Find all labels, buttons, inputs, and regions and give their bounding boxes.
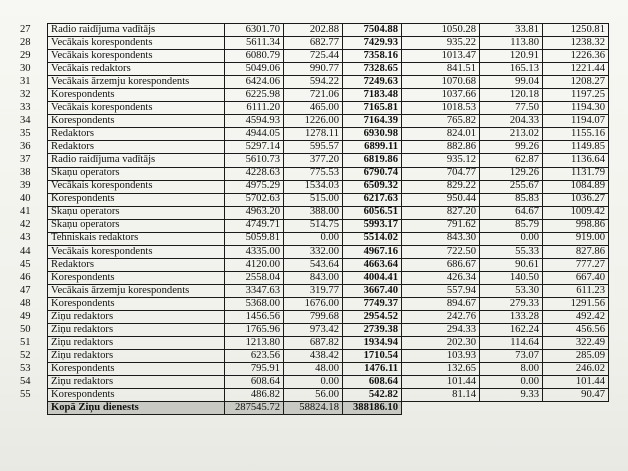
value-cell-v2: 594.22: [284, 76, 343, 89]
row-number: 30: [20, 62, 31, 74]
position-cell: Vecākais redaktors: [48, 63, 225, 76]
position-cell: Redaktors: [48, 258, 225, 271]
position-cell: Skaņu operators: [48, 219, 225, 232]
value-cell-v1: 4335.00: [225, 245, 284, 258]
value-cell-v6: 1238.32: [543, 37, 609, 50]
row-number: 31: [20, 75, 31, 87]
total-empty-cell: [480, 402, 543, 415]
total-value-v1: 287545.72: [225, 402, 284, 415]
table-row: [18, 141, 609, 154]
value-cell-v5: 33.81: [480, 24, 543, 37]
value-cell-v3: 1476.11: [343, 363, 402, 376]
value-cell-v4: 81.14: [402, 389, 480, 402]
table-row: [18, 128, 609, 141]
value-cell-v2: 1534.03: [284, 180, 343, 193]
value-cell-v4: 557.94: [402, 284, 480, 297]
value-cell-v6: 1194.07: [543, 115, 609, 128]
value-cell-v2: 775.53: [284, 167, 343, 180]
position-cell: Vecākais ārzemju korespondents: [48, 76, 225, 89]
table-row: [18, 24, 609, 37]
value-cell-v1: 3347.63: [225, 284, 284, 297]
value-cell-v3: 5993.17: [343, 219, 402, 232]
total-row-number: [18, 402, 48, 415]
value-cell-v3: 7504.88: [343, 24, 402, 37]
table-row: [18, 363, 609, 376]
value-cell-v5: 0.00: [480, 232, 543, 245]
value-cell-v2: 438.42: [284, 350, 343, 363]
value-cell-v6: 827.86: [543, 245, 609, 258]
position-cell: Korespondents: [48, 363, 225, 376]
value-cell-v5: 77.50: [480, 102, 543, 115]
value-cell-v4: 935.22: [402, 37, 480, 50]
position-cell: Korespondents: [48, 89, 225, 102]
value-cell-v4: 202.30: [402, 337, 480, 350]
value-cell-v2: 465.00: [284, 102, 343, 115]
row-number: 47: [20, 284, 31, 296]
value-cell-v5: 90.61: [480, 258, 543, 271]
value-cell-v6: 1226.36: [543, 50, 609, 63]
table-row: [18, 271, 609, 284]
value-cell-v1: 4975.29: [225, 180, 284, 193]
row-number: 44: [20, 245, 31, 257]
table-row: [18, 102, 609, 115]
value-cell-v6: 611.23: [543, 284, 609, 297]
value-cell-v4: 426.34: [402, 271, 480, 284]
table-row: [18, 297, 609, 310]
value-cell-v1: 6225.98: [225, 89, 284, 102]
position-cell: Redaktors: [48, 128, 225, 141]
value-cell-v3: 7429.93: [343, 37, 402, 50]
table-row: [18, 376, 609, 389]
position-cell: Ziņu redaktors: [48, 376, 225, 389]
value-cell-v1: 6111.20: [225, 102, 284, 115]
value-cell-v5: 113.80: [480, 37, 543, 50]
value-cell-v6: 1155.16: [543, 128, 609, 141]
value-cell-v5: 85.79: [480, 219, 543, 232]
row-number: 49: [20, 310, 31, 322]
row-number: 39: [20, 180, 31, 192]
value-cell-v2: 543.64: [284, 258, 343, 271]
value-cell-v2: 515.00: [284, 193, 343, 206]
position-cell: Vecākais korespondents: [48, 245, 225, 258]
row-number: 50: [20, 323, 31, 335]
value-cell-v4: 294.33: [402, 324, 480, 337]
row-number: 35: [20, 128, 31, 140]
row-number: 45: [20, 258, 31, 270]
table-row: [18, 89, 609, 102]
value-cell-v6: 919.00: [543, 232, 609, 245]
value-cell-v1: 5297.14: [225, 141, 284, 154]
value-cell-v3: 2954.52: [343, 311, 402, 324]
value-cell-v4: 1050.28: [402, 24, 480, 37]
value-cell-v6: 777.27: [543, 258, 609, 271]
value-cell-v6: 322.49: [543, 337, 609, 350]
value-cell-v4: 882.86: [402, 141, 480, 154]
value-cell-v1: 4594.93: [225, 115, 284, 128]
value-cell-v6: 1208.27: [543, 76, 609, 89]
table-row: [18, 76, 609, 89]
value-cell-v5: 140.50: [480, 271, 543, 284]
value-cell-v4: 894.67: [402, 297, 480, 310]
value-cell-v3: 542.82: [343, 389, 402, 402]
row-number: 38: [20, 167, 31, 179]
table-row: [18, 193, 609, 206]
value-cell-v4: 242.76: [402, 311, 480, 324]
value-cell-v2: 332.00: [284, 245, 343, 258]
value-cell-v2: 514.75: [284, 219, 343, 232]
value-cell-v2: 1278.11: [284, 128, 343, 141]
value-cell-v4: 101.44: [402, 376, 480, 389]
row-number: 37: [20, 154, 31, 166]
row-number: 54: [20, 375, 31, 387]
value-cell-v3: 6217.63: [343, 193, 402, 206]
value-cell-v1: 608.64: [225, 376, 284, 389]
value-cell-v5: 9.33: [480, 389, 543, 402]
position-cell: Vecākais korespondents: [48, 50, 225, 63]
table-row: [18, 311, 609, 324]
value-cell-v4: 824.01: [402, 128, 480, 141]
value-cell-v5: 279.33: [480, 297, 543, 310]
position-cell: Korespondents: [48, 115, 225, 128]
salary-table: [18, 23, 609, 415]
value-cell-v4: 791.62: [402, 219, 480, 232]
table-row: [18, 154, 609, 167]
position-cell: Tehniskais redaktors: [48, 232, 225, 245]
row-number: 42: [20, 219, 31, 231]
table-row: [18, 350, 609, 363]
table-body: [18, 24, 609, 415]
value-cell-v3: 6056.51: [343, 206, 402, 219]
row-number: 34: [20, 115, 31, 127]
row-number: 52: [20, 349, 31, 361]
position-cell: Skaņu operators: [48, 206, 225, 219]
value-cell-v5: 53.30: [480, 284, 543, 297]
value-cell-v2: 0.00: [284, 232, 343, 245]
value-cell-v4: 829.22: [402, 180, 480, 193]
value-cell-v1: 4749.71: [225, 219, 284, 232]
value-cell-v4: 1018.53: [402, 102, 480, 115]
row-number: 29: [20, 49, 31, 61]
row-number: 40: [20, 193, 31, 205]
table-row: [18, 284, 609, 297]
row-number: 32: [20, 88, 31, 100]
position-cell: Ziņu redaktors: [48, 337, 225, 350]
table-row: [18, 337, 609, 350]
value-cell-v5: 213.02: [480, 128, 543, 141]
row-number: 51: [20, 336, 31, 348]
position-cell: Vecākais korespondents: [48, 102, 225, 115]
value-cell-v4: 841.51: [402, 63, 480, 76]
value-cell-v3: 5514.02: [343, 232, 402, 245]
value-cell-v6: 90.47: [543, 389, 609, 402]
row-number: 46: [20, 271, 31, 283]
table-row: [18, 258, 609, 271]
value-cell-v3: 7183.48: [343, 89, 402, 102]
value-cell-v1: 5610.73: [225, 154, 284, 167]
total-value-v3: 388186.10: [343, 402, 402, 415]
total-empty-cell: [402, 402, 480, 415]
position-cell: Redaktors: [48, 141, 225, 154]
value-cell-v4: 132.65: [402, 363, 480, 376]
value-cell-v2: 1676.00: [284, 297, 343, 310]
position-cell: Vecākais ārzemju korespondents: [48, 284, 225, 297]
position-cell: Korespondents: [48, 271, 225, 284]
value-cell-v5: 8.00: [480, 363, 543, 376]
value-cell-v6: 1131.79: [543, 167, 609, 180]
value-cell-v6: 1194.30: [543, 102, 609, 115]
row-number: 27: [20, 23, 31, 35]
value-cell-v3: 6930.98: [343, 128, 402, 141]
position-cell: Radio raidījuma vadītājs: [48, 24, 225, 37]
value-cell-v5: 165.13: [480, 63, 543, 76]
value-cell-v6: 101.44: [543, 376, 609, 389]
table-row: [18, 63, 609, 76]
value-cell-v5: 64.67: [480, 206, 543, 219]
table-row: [18, 180, 609, 193]
value-cell-v1: 486.82: [225, 389, 284, 402]
value-cell-v5: 73.07: [480, 350, 543, 363]
value-cell-v1: 2558.04: [225, 271, 284, 284]
value-cell-v1: 4963.20: [225, 206, 284, 219]
value-cell-v1: 4120.00: [225, 258, 284, 271]
row-number: 53: [20, 362, 31, 374]
position-cell: Ziņu redaktors: [48, 350, 225, 363]
value-cell-v6: 1009.42: [543, 206, 609, 219]
value-cell-v3: 6899.11: [343, 141, 402, 154]
table-row: [18, 232, 609, 245]
value-cell-v2: 799.68: [284, 311, 343, 324]
value-cell-v2: 721.06: [284, 89, 343, 102]
table-row: [18, 37, 609, 50]
row-number: 55: [20, 389, 31, 401]
value-cell-v3: 6790.74: [343, 167, 402, 180]
value-cell-v3: 1934.94: [343, 337, 402, 350]
value-cell-v6: 1221.44: [543, 63, 609, 76]
value-cell-v6: 285.09: [543, 350, 609, 363]
value-cell-v2: 990.77: [284, 63, 343, 76]
value-cell-v3: 6819.86: [343, 154, 402, 167]
value-cell-v4: 722.50: [402, 245, 480, 258]
position-cell: Korespondents: [48, 389, 225, 402]
value-cell-v3: 7249.63: [343, 76, 402, 89]
value-cell-v4: 1013.47: [402, 50, 480, 63]
value-cell-v4: 686.67: [402, 258, 480, 271]
value-cell-v3: 7164.39: [343, 115, 402, 128]
value-cell-v2: 388.00: [284, 206, 343, 219]
position-cell: Radio raidījuma vadītājs: [48, 154, 225, 167]
value-cell-v3: 7165.81: [343, 102, 402, 115]
value-cell-v4: 103.93: [402, 350, 480, 363]
value-cell-v1: 4228.63: [225, 167, 284, 180]
row-number: 28: [20, 36, 31, 48]
value-cell-v1: 6424.06: [225, 76, 284, 89]
value-cell-v4: 765.82: [402, 115, 480, 128]
value-cell-v5: 114.64: [480, 337, 543, 350]
value-cell-v2: 0.00: [284, 376, 343, 389]
value-cell-v5: 255.67: [480, 180, 543, 193]
value-cell-v2: 973.42: [284, 324, 343, 337]
value-cell-v1: 623.56: [225, 350, 284, 363]
value-cell-v2: 56.00: [284, 389, 343, 402]
value-cell-v5: 85.83: [480, 193, 543, 206]
value-cell-v1: 795.91: [225, 363, 284, 376]
value-cell-v3: 608.64: [343, 376, 402, 389]
value-cell-v1: 1765.96: [225, 324, 284, 337]
value-cell-v3: 4967.16: [343, 245, 402, 258]
value-cell-v4: 1070.68: [402, 76, 480, 89]
value-cell-v2: 725.44: [284, 50, 343, 63]
value-cell-v4: 935.12: [402, 154, 480, 167]
value-cell-v3: 2739.38: [343, 324, 402, 337]
total-row: [18, 402, 609, 415]
value-cell-v6: 1149.85: [543, 141, 609, 154]
value-cell-v2: 319.77: [284, 284, 343, 297]
table-row: [18, 389, 609, 402]
row-number: 41: [20, 206, 31, 218]
value-cell-v5: 129.26: [480, 167, 543, 180]
value-cell-v2: 595.57: [284, 141, 343, 154]
value-cell-v3: 4663.64: [343, 258, 402, 271]
value-cell-v4: 950.44: [402, 193, 480, 206]
table-row: [18, 115, 609, 128]
table-row: [18, 206, 609, 219]
table-row: [18, 167, 609, 180]
position-cell: Ziņu redaktors: [48, 311, 225, 324]
value-cell-v5: 120.91: [480, 50, 543, 63]
value-cell-v3: 6509.32: [343, 180, 402, 193]
value-cell-v3: 3667.40: [343, 284, 402, 297]
total-label: Kopā Ziņu dienests: [48, 402, 225, 415]
value-cell-v1: 4944.05: [225, 128, 284, 141]
position-cell: Vecākais korespondents: [48, 37, 225, 50]
value-cell-v5: 133.28: [480, 311, 543, 324]
position-cell: Vecākais korespondents: [48, 180, 225, 193]
value-cell-v5: 0.00: [480, 376, 543, 389]
value-cell-v1: 6301.70: [225, 24, 284, 37]
row-number: 43: [20, 232, 31, 244]
value-cell-v5: 204.33: [480, 115, 543, 128]
value-cell-v6: 456.56: [543, 324, 609, 337]
value-cell-v3: 7358.16: [343, 50, 402, 63]
value-cell-v6: 246.02: [543, 363, 609, 376]
value-cell-v6: 1250.81: [543, 24, 609, 37]
row-number: 33: [20, 102, 31, 113]
value-cell-v4: 843.30: [402, 232, 480, 245]
total-empty-cell: [543, 402, 609, 415]
value-cell-v6: 667.40: [543, 271, 609, 284]
value-cell-v2: 682.77: [284, 37, 343, 50]
value-cell-v1: 1456.56: [225, 311, 284, 324]
value-cell-v5: 99.26: [480, 141, 543, 154]
value-cell-v6: 1136.64: [543, 154, 609, 167]
value-cell-v5: 162.24: [480, 324, 543, 337]
position-cell: Korespondents: [48, 193, 225, 206]
value-cell-v2: 1226.00: [284, 115, 343, 128]
value-cell-v5: 55.33: [480, 245, 543, 258]
value-cell-v4: 827.20: [402, 206, 480, 219]
value-cell-v1: 1213.80: [225, 337, 284, 350]
value-cell-v2: 377.20: [284, 154, 343, 167]
value-cell-v3: 1710.54: [343, 350, 402, 363]
value-cell-v1: 5611.34: [225, 37, 284, 50]
value-cell-v1: 5702.63: [225, 193, 284, 206]
row-number: 48: [20, 297, 31, 309]
value-cell-v3: 4004.41: [343, 271, 402, 284]
position-cell: Skaņu operators: [48, 167, 225, 180]
value-cell-v2: 843.00: [284, 271, 343, 284]
value-cell-v2: 202.88: [284, 24, 343, 37]
value-cell-v6: 1291.56: [543, 297, 609, 310]
value-cell-v2: 687.82: [284, 337, 343, 350]
value-cell-v5: 99.04: [480, 76, 543, 89]
value-cell-v2: 48.00: [284, 363, 343, 376]
value-cell-v4: 1037.66: [402, 89, 480, 102]
value-cell-v6: 492.42: [543, 311, 609, 324]
value-cell-v6: 1084.89: [543, 180, 609, 193]
position-cell: Korespondents: [48, 297, 225, 310]
value-cell-v3: 7749.37: [343, 297, 402, 310]
value-cell-v1: 5059.81: [225, 232, 284, 245]
value-cell-v3: 7328.65: [343, 63, 402, 76]
value-cell-v6: 1197.25: [543, 89, 609, 102]
table-row: [18, 219, 609, 232]
value-cell-v1: 6080.79: [225, 50, 284, 63]
total-value-v2: 58824.18: [284, 402, 343, 415]
row-number: 36: [20, 141, 31, 153]
value-cell-v1: 5049.06: [225, 63, 284, 76]
table-row: [18, 245, 609, 258]
position-cell: Ziņu redaktors: [48, 324, 225, 337]
value-cell-v1: 5368.00: [225, 297, 284, 310]
value-cell-v5: 62.87: [480, 154, 543, 167]
table-row: [18, 324, 609, 337]
value-cell-v6: 1036.27: [543, 193, 609, 206]
value-cell-v5: 120.18: [480, 89, 543, 102]
value-cell-v4: 704.77: [402, 167, 480, 180]
table-row: [18, 50, 609, 63]
value-cell-v6: 998.86: [543, 219, 609, 232]
